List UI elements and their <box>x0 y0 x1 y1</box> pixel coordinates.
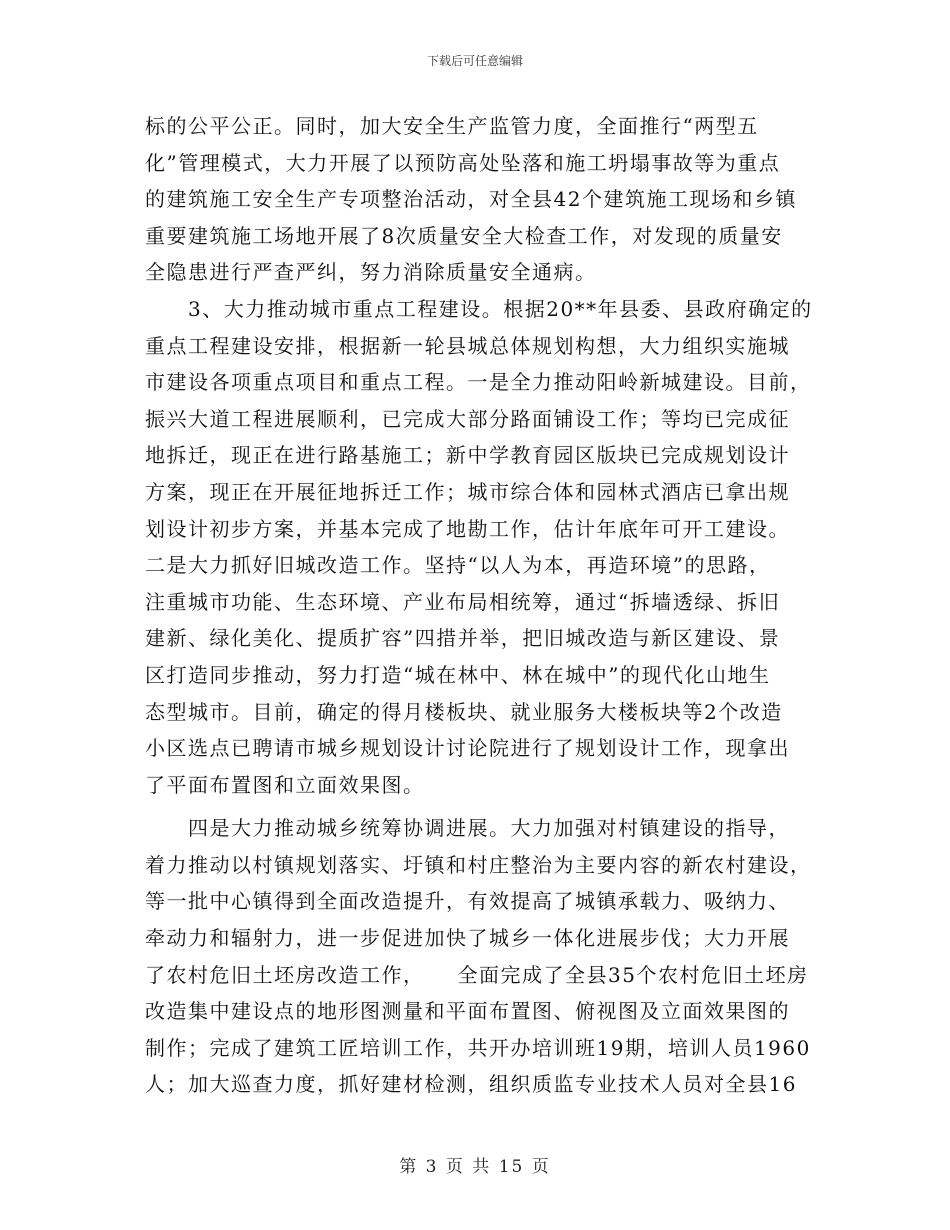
document-body <box>145 108 813 1103</box>
text-line: 化”管理模式，大力开展了以预防高处坠落和施工坍塌事故等为重点 <box>145 150 781 175</box>
text-line: 了平面布置图和立面效果图。 <box>145 772 425 797</box>
text-line: 重点工程建设安排，根据新一轮县城总体规划构想，大力组织实施城 <box>145 333 790 358</box>
text-line: 等一批中心镇得到全面改造提升，有效提高了城镇承载力、吸纳力、 <box>145 889 790 914</box>
text-line: 地拆迁，现正在进行路基施工；新中学教育园区版块已完成规划设计 <box>145 443 790 468</box>
page-header: 下载后可任意编辑 <box>426 54 523 68</box>
text-line: 制作；完成了建筑工匠培训工作，共开办培训班19期，培训人员1960 <box>145 1035 811 1060</box>
text-line: 着力推动以村镇规划落实、圩镇和村庄整治为主要内容的新农村建设， <box>145 852 812 877</box>
text-line: 二是大力抓好旧城改造工作。坚持“以人为本，再造环境”的思路， <box>145 553 771 578</box>
text-line: 了农村危旧土坯房改造工作， 全面完成了全县35个农村危旧土坯房 <box>145 962 809 987</box>
text-line: 注重城市功能、生态环境、产业布局相统筹，通过“拆墙透绿、拆旧 <box>145 589 781 614</box>
text-line: 改造集中建设点的地形图测量和平面布置图、俯视图及立面效果图的 <box>145 999 790 1024</box>
text-line: 划设计初步方案，并基本完成了地勘工作，估计年底年可开工建设。 <box>145 516 790 541</box>
text-line: 标的公平公正。同时，加大安全生产监管力度，全面推行“两型五 <box>145 114 759 138</box>
text-line: 小区选点已聘请市城乡规划设计讨论院进行了规划设计工作，现拿出 <box>145 736 790 761</box>
text-line: 重要建筑施工场地开展了8次质量安全大检查工作，对发现的质量安 <box>145 223 783 248</box>
text-line: 全隐患进行严查严纠，努力消除质量安全通病。 <box>145 260 597 285</box>
text-line: 四是大力推动城乡统筹协调进展。大力加强对村镇建设的指导， <box>145 816 790 841</box>
text-line: 市建设各项重点项目和重点工程。一是全力推动阳岭新城建设。目前， <box>145 370 812 395</box>
text-line: 态型城市。目前，确定的得月楼板块、就业服务大楼板块等2个改造 <box>145 699 783 724</box>
text-line: 牵动力和辐射力，进一步促进加快了城乡一体化进展步伐；大力开展 <box>145 926 790 951</box>
text-line: 建新、绿化美化、提质扩容”四措并举，把旧城改造与新区建设、景 <box>145 626 781 651</box>
text-line: 振兴大道工程进展顺利，已完成大部分路面铺设工作；等均已完成征 <box>145 406 790 431</box>
text-line: 3、大力推动城市重点工程建设。根据20**年县委、县政府确定的 <box>145 296 813 321</box>
page-number: 第 3 页 共 15 页 <box>399 1157 551 1177</box>
text-line: 的建筑施工安全生产专项整治活动，对全县42个建筑施工现场和乡镇 <box>145 187 797 212</box>
text-line: 方案，现正在开展征地拆迁工作；城市综合体和园林式酒店已拿出规 <box>145 479 790 504</box>
text-line: 人；加大巡查力度，抓好建材检测，组织质监专业技术人员对全县16 <box>145 1072 797 1097</box>
text-line: 区打造同步推动，努力打造“城在林中、林在城中”的现代化山地生 <box>145 662 771 687</box>
